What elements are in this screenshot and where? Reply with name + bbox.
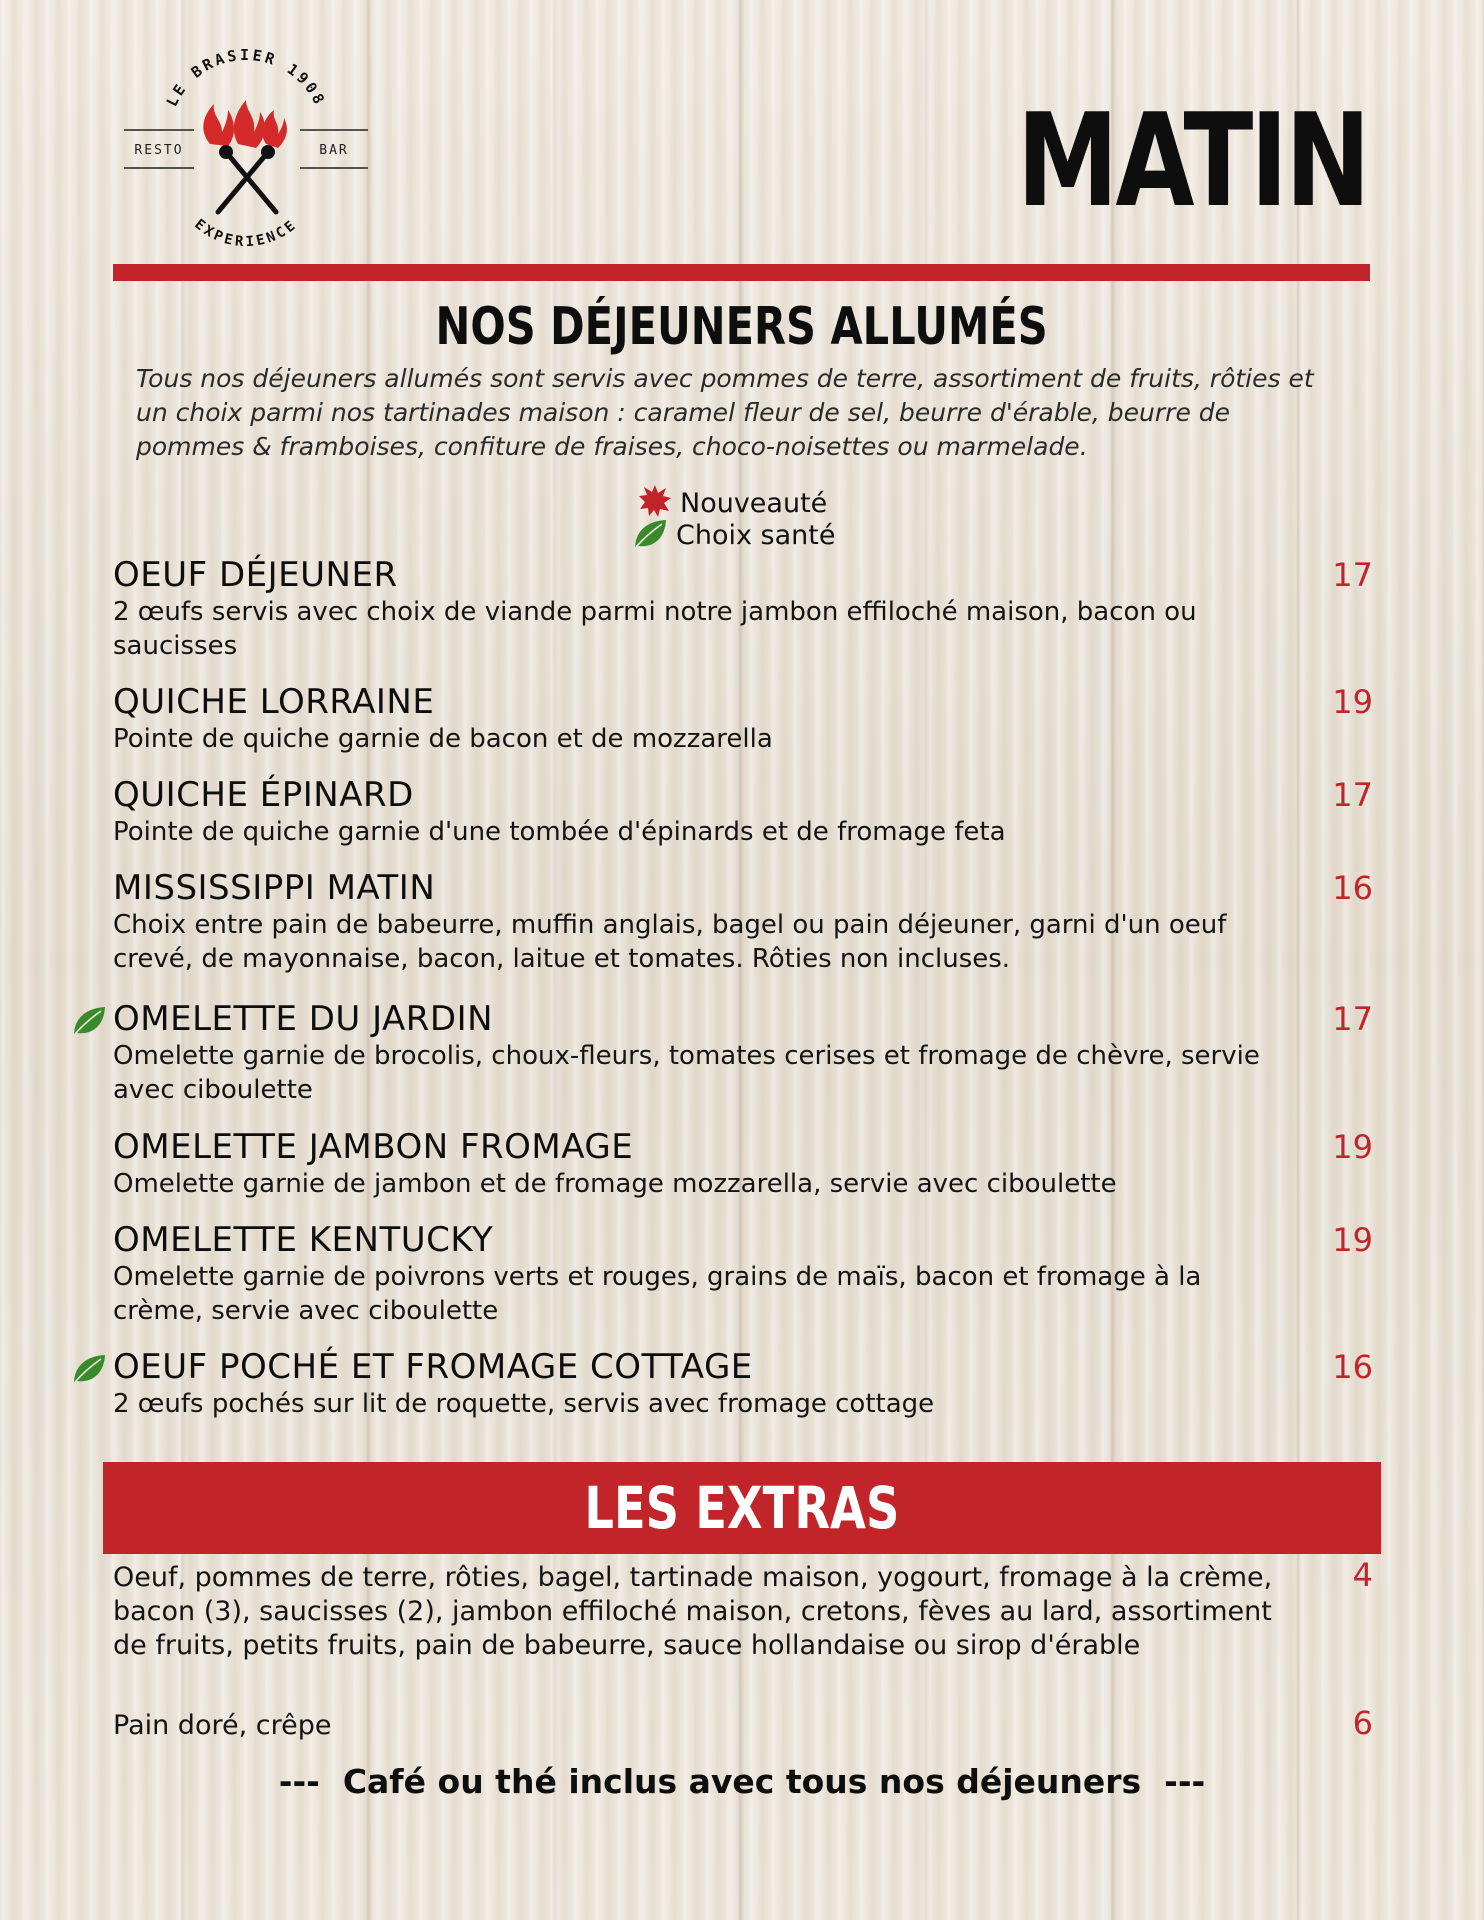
item-description: Omelette garnie de brocolis, choux-fleurs, tomates cerises et fromage de chèvre, servie avec ciboulette [113, 1041, 1260, 1105]
menu-item [113, 775, 1373, 849]
item-name: OMELETTE JAMBON FROMAGE [113, 1127, 634, 1167]
menu-item [113, 999, 1373, 1107]
logo-right-label: BAR [319, 143, 349, 158]
item-name: QUICHE ÉPINARD [113, 775, 414, 815]
healthy-leaf-icon [71, 1353, 107, 1385]
brand-logo [118, 44, 374, 264]
legend-healthy-label: Choix santé [676, 520, 836, 551]
extra-price: 4 [1352, 1556, 1373, 1594]
item-description: Pointe de quiche garnie d'une tombée d'épinards et de fromage feta [113, 817, 1006, 847]
item-price: 17 [1332, 776, 1373, 814]
menu-item [113, 868, 1373, 976]
crossed-matches-icon [218, 152, 276, 212]
extra-item [113, 1704, 1373, 1743]
logo-arc-top: LE BRASIER 1908 [162, 45, 330, 110]
section-title [0, 294, 1484, 360]
item-name: OEUF DÉJEUNER [113, 555, 398, 595]
item-price: 16 [1332, 1348, 1373, 1386]
svg-text:LE BRASIER 1908 [163, 46, 330, 109]
svg-text:EXPERIENCE [191, 216, 300, 250]
healthy-leaf-icon [71, 1005, 107, 1037]
extra-description: Pain doré, crêpe [113, 1710, 332, 1741]
menu-item [113, 1347, 1373, 1421]
extra-item [113, 1556, 1373, 1663]
extras-title [103, 1472, 1381, 1544]
item-description: Pointe de quiche garnie de bacon et de mozzarella [113, 724, 773, 754]
leaf-icon [632, 518, 668, 550]
menu-item [113, 1127, 1373, 1201]
extra-description: Oeuf, pommes de terre, rôties, bagel, tartinade maison, yogourt, fromage à la crème, bacon (3), saucisses (2), jambon effiloché maison, cretons, fèves au lard, assortiment de fruits, petits fruits, pain de babeurre, sauce hollandaise ou sirop d'érable [113, 1562, 1273, 1661]
item-description: Choix entre pain de babeurre, muffin anglais, bagel ou pain déjeuner, garni d'un oeuf crevé, de mayonnaise, bacon, laitue et tomates. Rôties non incluses. [113, 910, 1227, 974]
header-divider [113, 264, 1370, 281]
legend-new-label: Nouveauté [680, 488, 828, 519]
footer-note: --- Café ou thé inclus avec tous nos déjeuners --- [278, 1762, 1206, 1801]
logo-left-label: RESTO [134, 143, 184, 158]
page-title: MATIN [1017, 87, 1368, 236]
item-name: MISSISSIPPI MATIN [113, 868, 436, 908]
item-description: Omelette garnie de jambon et de fromage mozzarella, servie avec ciboulette [113, 1169, 1117, 1199]
burst-icon [638, 484, 672, 518]
menu-item [113, 555, 1373, 663]
menu-item [113, 1220, 1373, 1328]
item-name: OEUF POCHÉ ET FROMAGE COTTAGE [113, 1347, 753, 1387]
item-description: Omelette garnie de poivrons verts et rouges, grains de maïs, bacon et fromage à la crème, servie avec ciboulette [113, 1262, 1202, 1326]
extras-title-text: LES EXTRAS [584, 1474, 900, 1542]
intro-text: Tous nos déjeuners allumés sont servis avec pommes de terre, assortiment de fruits, rôties et un choix parmi nos tartinades maison : caramel fleur de sel, beurre d'érable, beurre de pommes & framboises, confiture de fraises, choco-noisettes ou marmelade. [136, 364, 1314, 461]
menu-item [113, 682, 1373, 756]
legend-healthy [632, 518, 835, 553]
item-description: 2 œufs servis avec choix de viande parmi notre jambon effiloché maison, bacon ou saucisses [113, 597, 1197, 661]
item-price: 19 [1332, 1221, 1373, 1259]
item-price: 17 [1332, 556, 1373, 594]
item-price: 19 [1332, 1128, 1373, 1166]
item-name: QUICHE LORRAINE [113, 682, 435, 722]
section-title-text: NOS DÉJEUNERS ALLUMÉS [435, 297, 1049, 357]
item-description: 2 œufs pochés sur lit de roquette, servis avec fromage cottage [113, 1389, 935, 1419]
item-name: OMELETTE DU JARDIN [113, 999, 494, 1039]
item-price: 16 [1332, 869, 1373, 907]
item-price: 19 [1332, 683, 1373, 721]
extra-price: 6 [1352, 1704, 1373, 1742]
flame-icon [203, 100, 287, 148]
item-price: 17 [1332, 1000, 1373, 1038]
legend-new [638, 484, 827, 521]
item-name: OMELETTE KENTUCKY [113, 1220, 494, 1260]
logo-arc-bottom: EXPERIENCE [191, 216, 301, 251]
